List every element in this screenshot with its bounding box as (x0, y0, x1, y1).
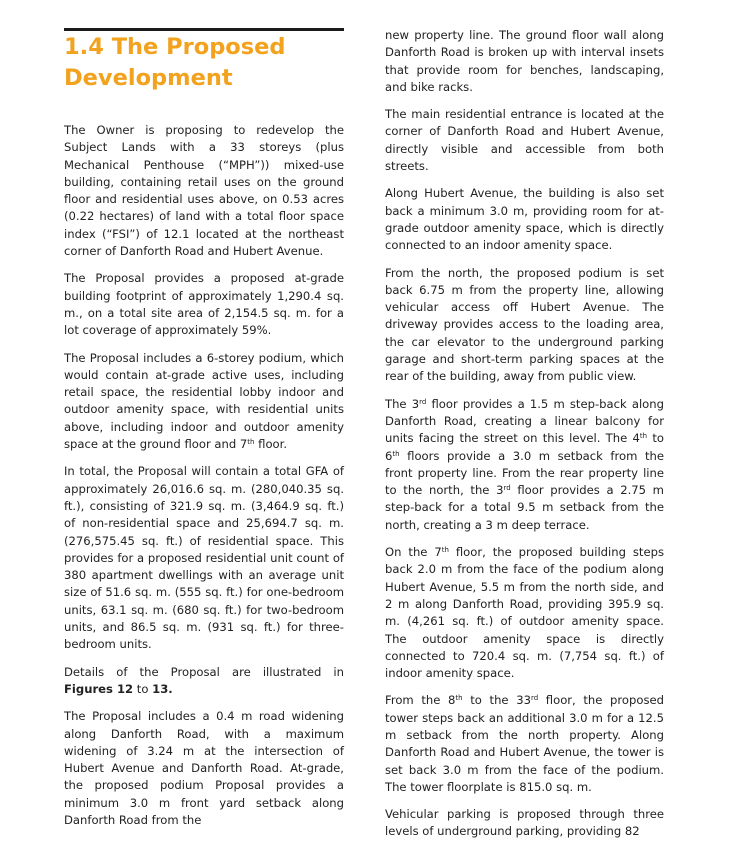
paragraph-tower: From the 8th to the 33rd floor, the proposed tower steps back an additional 3.0 m for a 12.5 m setback from the north property. Along Danforth Road and Hubert Avenue, the tower is set back 3.0 m from the face of the podium. The tower floorplate is 815.0 sq. m. (385, 693, 664, 794)
paragraph-seventh-floor: On the 7th floor, the proposed building steps back 2.0 m from the face of the podium along Hubert Avenue, 5.5 m from the north side, and 2 m along Danforth Road, providing 395.9 sq. m. (4,261 sq. ft.) of outdoor amenity space. The outdoor amenity space is directly connected to 720.4 sq. m. (7,754 sq. ft.) of indoor amenity space. (385, 545, 665, 681)
paragraph-hubert-setback: Along Hubert Avenue, the building is also set back a minimum 3.0 m, providing room for at-grade outdoor amenity space, which is directly connected to an indoor amenity space. (385, 186, 664, 253)
paragraph-figures: Details of the Proposal are illustrated in Figures 12 to 13. (64, 664, 344, 696)
paragraph-main-entrance: The main residential entrance is located at the corner of Danforth Road and Hubert Avenue, directly visible and accessible from both streets. (385, 107, 664, 174)
section-heading (64, 32, 354, 94)
figures-reference-end: 13. (152, 681, 173, 696)
paragraph-podium: The Proposal includes a 6-storey podium, which would contain at-grade active uses, including retail space, the residential lobby indoor and outdoor amenity space, with residential units above, including indoor and outdoor amenity space at the ground floor and 7th floor. (64, 350, 344, 452)
figures-reference: Figures 12 (64, 681, 134, 696)
left-column (64, 122, 344, 839)
paragraph-gfa: In total, the Proposal will contain a total GFA of approximately 26,016.6 sq. m. (280,040.35 sq. ft.), consisting of 321.9 sq. m. (3,464.9 sq. ft.) of non-residential space and 25,694.7 sq. m. (276,575.45 sq. ft.) of residential space. This provides for a proposed residential unit count of 380 apartment dwellings with an average unit size of 51.6 sq. m. (555 sq. ft.) for one-bedroom units, 63.1 sq. m. (680 sq. ft.) for two-bedroom units, and 86.5 sq. m. (931 sq. ft.) for three-bedroom units. (64, 464, 344, 652)
right-column (385, 27, 664, 851)
paragraph-parking: Vehicular parking is proposed through three levels of underground parking, providing 82 (385, 807, 664, 839)
heading-rule (64, 28, 344, 31)
paragraph-ground-floor-wall: new property line. The ground floor wall along Danforth Road is broken up with interval insets that provide room for benches, landscaping, and bike racks. (385, 28, 664, 94)
paragraph-road-widening: The Proposal includes a 0.4 m road widening along Danforth Road, with a maximum widening of 3.24 m at the intersection of Hubert Avenue and Danforth Road. At-grade, the proposed podium Proposal provides a minimum 3.0 m front yard setback along Danforth Road from the (64, 709, 344, 827)
paragraph-footprint: The Proposal provides a proposed at-grade building footprint of approximately 1,290.4 sq. m., on a total site area of 2,154.5 sq. m. for a lot coverage of approximately 59%. (64, 271, 344, 338)
paragraph-step-backs: The 3rd floor provides a 1.5 m step-back along Danforth Road, creating a linear balcony for units facing the street on this level. The 4th to 6th floors provide a 3.0 m setback from the front property line. From the rear property line to the north, the 3rd floor provides a 2.75 m step-back for a total 9.5 m setback from the north, creating a 3 m deep terrace. (385, 396, 665, 532)
paragraph-north-setback: From the north, the proposed podium is set back 6.75 m from the property line, allowing vehicular access off Hubert Avenue. The driveway provides access to the loading area, the car elevator to the underground parking garage and short-term parking spaces at the rear of the building, away from public view. (385, 265, 664, 384)
heading-line-2: Development (64, 65, 233, 91)
paragraph-owner-proposal: The Owner is proposing to redevelop the Subject Lands with a 33 storeys (plus Mechanical Penthouse (“MPH”)) mixed-use building, containing retail uses on the ground floor and residential uses above, on 0.53 acres (0.22 hectares) of land with a total floor space index (“FSI”) of 12.1 located at the northeast corner of Danforth Road and Hubert Avenue. (64, 123, 344, 259)
heading-line-1: 1.4 The Proposed (64, 34, 286, 60)
